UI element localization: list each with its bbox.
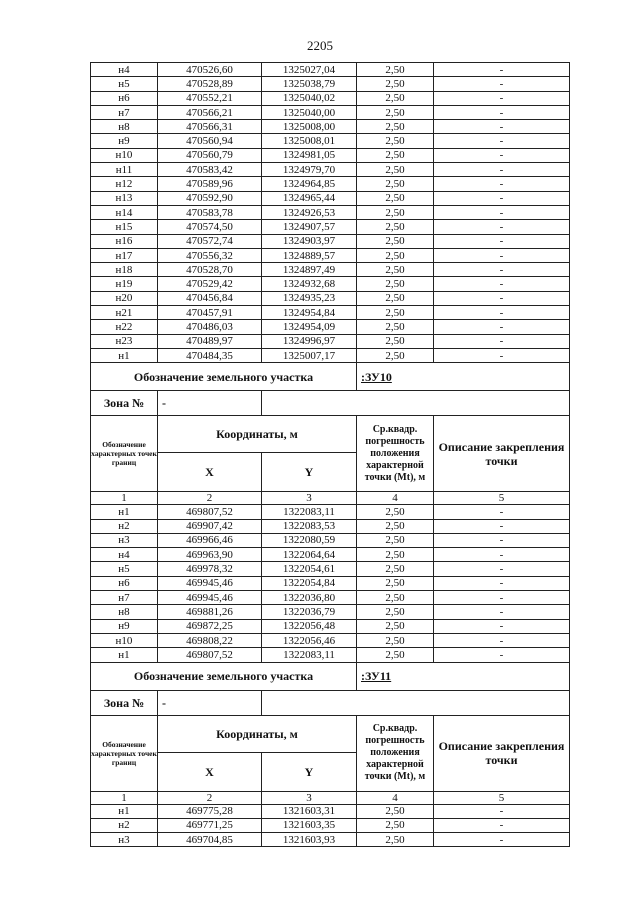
point-id-cell: н21: [91, 306, 158, 320]
accuracy-cell: 2,50: [357, 248, 434, 262]
y-coordinate-cell: 1324907,57: [262, 220, 357, 234]
point-id-cell: н14: [91, 205, 158, 219]
y-coordinate-cell: 1324965,44: [262, 191, 357, 205]
table-row: [91, 548, 570, 562]
point-id-cell: н6: [91, 91, 158, 105]
point-id-cell: н4: [91, 63, 158, 77]
point-id-cell: н23: [91, 334, 158, 348]
zone-blank: [262, 690, 570, 715]
x-coordinate-cell: 469807,52: [158, 648, 262, 662]
x-coordinate-cell: 469945,46: [158, 591, 262, 605]
y-coordinate-cell: 1322056,48: [262, 619, 357, 633]
description-header: Описание закрепления точки: [434, 715, 570, 791]
description-cell: -: [434, 248, 570, 262]
accuracy-cell: 2,50: [357, 177, 434, 191]
y-coordinate-cell: 1322083,11: [262, 648, 357, 662]
x-coordinate-cell: 469775,28: [158, 804, 262, 818]
table-row: [91, 334, 570, 348]
description-cell: -: [434, 320, 570, 334]
column-number: 1: [91, 791, 158, 804]
x-coordinate-cell: 470552,21: [158, 91, 262, 105]
description-cell: -: [434, 505, 570, 519]
description-cell: -: [434, 277, 570, 291]
column-number-row: [91, 791, 570, 804]
description-cell: -: [434, 648, 570, 662]
accuracy-cell: 2,50: [357, 648, 434, 662]
accuracy-cell: 2,50: [357, 91, 434, 105]
description-cell: -: [434, 576, 570, 590]
table-row: [91, 591, 570, 605]
y-coordinate-cell: 1322054,84: [262, 576, 357, 590]
parcel-code: :ЗУ10: [357, 363, 570, 391]
description-cell: -: [434, 619, 570, 633]
description-cell: -: [434, 562, 570, 576]
table-row: [91, 105, 570, 119]
x-coordinate-cell: 470528,89: [158, 77, 262, 91]
table-row: [91, 306, 570, 320]
point-id-cell: н10: [91, 148, 158, 162]
x-coordinate-cell: 469872,25: [158, 619, 262, 633]
accuracy-cell: 2,50: [357, 77, 434, 91]
x-coordinate-cell: 469771,25: [158, 818, 262, 832]
y-coordinate-cell: 1324897,49: [262, 263, 357, 277]
point-id-cell: н8: [91, 605, 158, 619]
accuracy-cell: 2,50: [357, 63, 434, 77]
accuracy-cell: 2,50: [357, 548, 434, 562]
zone-value: -: [158, 391, 262, 416]
x-coordinate-cell: 470486,03: [158, 320, 262, 334]
accuracy-cell: 2,50: [357, 619, 434, 633]
table-row: [91, 263, 570, 277]
x-coordinate-cell: 470566,21: [158, 105, 262, 119]
table-row: [91, 519, 570, 533]
description-cell: -: [434, 105, 570, 119]
accuracy-cell: 2,50: [357, 205, 434, 219]
table-row: [91, 320, 570, 334]
table-row: [91, 562, 570, 576]
table-row: [91, 605, 570, 619]
x-coordinate-cell: 470560,94: [158, 134, 262, 148]
table-row: [91, 234, 570, 248]
x-coordinate-cell: 469881,26: [158, 605, 262, 619]
description-cell: -: [434, 818, 570, 832]
table-row: [91, 120, 570, 134]
x-coordinate-cell: 469907,42: [158, 519, 262, 533]
point-id-cell: н10: [91, 633, 158, 647]
accuracy-cell: 2,50: [357, 334, 434, 348]
column-number: 4: [357, 791, 434, 804]
description-cell: -: [434, 205, 570, 219]
x-coordinate-cell: 470457,91: [158, 306, 262, 320]
accuracy-cell: 2,50: [357, 306, 434, 320]
description-cell: -: [434, 77, 570, 91]
point-id-cell: н5: [91, 77, 158, 91]
zone-label: Зона №: [91, 690, 158, 715]
x-coordinate-cell: 470572,74: [158, 234, 262, 248]
accuracy-cell: 2,50: [357, 576, 434, 590]
table-row: [91, 177, 570, 191]
y-coordinate-cell: 1322083,11: [262, 505, 357, 519]
y-coordinate-cell: 1325040,02: [262, 91, 357, 105]
point-id-cell: н1: [91, 804, 158, 818]
column-number: 3: [262, 492, 357, 505]
description-cell: -: [434, 833, 570, 847]
y-header: Y: [262, 752, 357, 791]
column-number: 2: [158, 791, 262, 804]
accuracy-cell: 2,50: [357, 148, 434, 162]
table-row: [91, 648, 570, 662]
x-coordinate-cell: 469978,32: [158, 562, 262, 576]
point-id-cell: н20: [91, 291, 158, 305]
accuracy-cell: 2,50: [357, 120, 434, 134]
point-id-cell: н5: [91, 562, 158, 576]
x-coordinate-cell: 470583,42: [158, 163, 262, 177]
x-coordinate-cell: 469704,85: [158, 833, 262, 847]
y-coordinate-cell: 1324964,85: [262, 177, 357, 191]
point-id-cell: н2: [91, 519, 158, 533]
y-coordinate-cell: 1322083,53: [262, 519, 357, 533]
description-cell: -: [434, 804, 570, 818]
y-coordinate-cell: 1322036,80: [262, 591, 357, 605]
table-row: [91, 248, 570, 262]
description-header: Описание закрепления точки: [434, 416, 570, 492]
table-row: [91, 505, 570, 519]
x-coordinate-cell: 470529,42: [158, 277, 262, 291]
description-cell: -: [434, 291, 570, 305]
zone-row: [91, 690, 570, 715]
accuracy-cell: 2,50: [357, 562, 434, 576]
x-coordinate-cell: 469807,52: [158, 505, 262, 519]
table-row: [91, 619, 570, 633]
x-coordinate-cell: 470456,84: [158, 291, 262, 305]
description-cell: -: [434, 533, 570, 547]
point-id-cell: н1: [91, 648, 158, 662]
y-coordinate-cell: 1322056,46: [262, 633, 357, 647]
accuracy-cell: 2,50: [357, 348, 434, 362]
table-row: [91, 220, 570, 234]
column-number: 1: [91, 492, 158, 505]
y-coordinate-cell: 1325008,00: [262, 120, 357, 134]
y-coordinate-cell: 1324996,97: [262, 334, 357, 348]
y-coordinate-cell: 1324932,68: [262, 277, 357, 291]
point-id-cell: н7: [91, 591, 158, 605]
point-id-cell: н3: [91, 533, 158, 547]
x-coordinate-cell: 470574,50: [158, 220, 262, 234]
point-id-cell: н1: [91, 348, 158, 362]
point-id-cell: н18: [91, 263, 158, 277]
y-coordinate-cell: 1321603,35: [262, 818, 357, 832]
parcel-label: Обозначение земельного участка: [91, 662, 357, 690]
accuracy-cell: 2,50: [357, 134, 434, 148]
column-number: 5: [434, 791, 570, 804]
point-id-cell: н17: [91, 248, 158, 262]
description-cell: -: [434, 63, 570, 77]
y-coordinate-cell: 1325027,04: [262, 63, 357, 77]
description-cell: -: [434, 334, 570, 348]
column-number-row: [91, 492, 570, 505]
accuracy-cell: 2,50: [357, 220, 434, 234]
accuracy-cell: 2,50: [357, 818, 434, 832]
column-number: 5: [434, 492, 570, 505]
point-id-cell: н12: [91, 177, 158, 191]
x-coordinate-cell: 469808,22: [158, 633, 262, 647]
parcel-title-row: [91, 662, 570, 690]
column-number: 2: [158, 492, 262, 505]
column-header-row: [91, 715, 570, 752]
description-cell: -: [434, 348, 570, 362]
point-id-cell: н9: [91, 134, 158, 148]
description-cell: -: [434, 134, 570, 148]
x-coordinate-cell: 470589,96: [158, 177, 262, 191]
y-coordinate-cell: 1321603,93: [262, 833, 357, 847]
point-id-cell: н8: [91, 120, 158, 134]
point-id-cell: н11: [91, 163, 158, 177]
table-row: [91, 633, 570, 647]
accuracy-cell: 2,50: [357, 804, 434, 818]
accuracy-header: Ср.квадр. погрешность положения характерной точки (Mt), м: [357, 416, 434, 492]
y-coordinate-cell: 1324954,84: [262, 306, 357, 320]
table-row: [91, 205, 570, 219]
y-coordinate-cell: 1322064,64: [262, 548, 357, 562]
x-header: X: [158, 453, 262, 492]
accuracy-cell: 2,50: [357, 591, 434, 605]
accuracy-cell: 2,50: [357, 605, 434, 619]
accuracy-cell: 2,50: [357, 163, 434, 177]
description-cell: -: [434, 633, 570, 647]
point-id-cell: н4: [91, 548, 158, 562]
point-id-cell: н13: [91, 191, 158, 205]
zone-label: Зона №: [91, 391, 158, 416]
y-coordinate-cell: 1322054,61: [262, 562, 357, 576]
y-coordinate-cell: 1324935,23: [262, 291, 357, 305]
x-coordinate-cell: 470484,35: [158, 348, 262, 362]
y-coordinate-cell: 1325038,79: [262, 77, 357, 91]
accuracy-cell: 2,50: [357, 105, 434, 119]
page-number: 2205: [307, 38, 333, 53]
x-coordinate-cell: 470592,90: [158, 191, 262, 205]
x-coordinate-cell: 470489,97: [158, 334, 262, 348]
y-coordinate-cell: 1325008,01: [262, 134, 357, 148]
description-cell: -: [434, 177, 570, 191]
point-id-cell: н7: [91, 105, 158, 119]
y-coordinate-cell: 1322080,59: [262, 533, 357, 547]
description-cell: -: [434, 263, 570, 277]
column-number: 3: [262, 791, 357, 804]
points-header: Обозначение характерных точек границ: [91, 715, 158, 791]
description-cell: -: [434, 148, 570, 162]
accuracy-cell: 2,50: [357, 833, 434, 847]
accuracy-cell: 2,50: [357, 277, 434, 291]
y-coordinate-cell: 1325007,17: [262, 348, 357, 362]
table-row: [91, 163, 570, 177]
table-row: [91, 348, 570, 362]
description-cell: -: [434, 605, 570, 619]
coordinates-header: Координаты, м: [158, 416, 357, 453]
table-row: [91, 77, 570, 91]
accuracy-cell: 2,50: [357, 519, 434, 533]
description-cell: -: [434, 234, 570, 248]
table-row: [91, 134, 570, 148]
description-cell: -: [434, 163, 570, 177]
description-cell: -: [434, 120, 570, 134]
parcel-label: Обозначение земельного участка: [91, 363, 357, 391]
table-row: [91, 576, 570, 590]
accuracy-cell: 2,50: [357, 633, 434, 647]
point-id-cell: н15: [91, 220, 158, 234]
accuracy-cell: 2,50: [357, 533, 434, 547]
zone-value: -: [158, 690, 262, 715]
x-coordinate-cell: 469945,46: [158, 576, 262, 590]
description-cell: -: [434, 306, 570, 320]
accuracy-cell: 2,50: [357, 291, 434, 305]
table-row: [91, 818, 570, 832]
point-id-cell: н22: [91, 320, 158, 334]
point-id-cell: н9: [91, 619, 158, 633]
description-cell: -: [434, 220, 570, 234]
parcel-title-row: [91, 363, 570, 391]
accuracy-cell: 2,50: [357, 191, 434, 205]
zone-row: [91, 391, 570, 416]
table-row: [91, 191, 570, 205]
y-coordinate-cell: 1324903,97: [262, 234, 357, 248]
table-row: [91, 804, 570, 818]
accuracy-cell: 2,50: [357, 320, 434, 334]
table-row: [91, 277, 570, 291]
x-coordinate-cell: 470556,32: [158, 248, 262, 262]
accuracy-cell: 2,50: [357, 263, 434, 277]
column-number: 4: [357, 492, 434, 505]
accuracy-header: Ср.квадр. погрешность положения характерной точки (Mt), м: [357, 715, 434, 791]
x-coordinate-cell: 469966,46: [158, 533, 262, 547]
point-id-cell: н3: [91, 833, 158, 847]
y-coordinate-cell: 1324926,53: [262, 205, 357, 219]
y-header: Y: [262, 453, 357, 492]
description-cell: -: [434, 91, 570, 105]
coordinates-table: [90, 62, 570, 847]
x-coordinate-cell: 469963,90: [158, 548, 262, 562]
y-coordinate-cell: 1324889,57: [262, 248, 357, 262]
points-header: Обозначение характерных точек границ: [91, 416, 158, 492]
y-coordinate-cell: 1322036,79: [262, 605, 357, 619]
y-coordinate-cell: 1324981,05: [262, 148, 357, 162]
table-row: [91, 291, 570, 305]
zone-blank: [262, 391, 570, 416]
point-id-cell: н16: [91, 234, 158, 248]
accuracy-cell: 2,50: [357, 234, 434, 248]
point-id-cell: н6: [91, 576, 158, 590]
description-cell: -: [434, 519, 570, 533]
table-row: [91, 148, 570, 162]
column-header-row: [91, 416, 570, 453]
point-id-cell: н2: [91, 818, 158, 832]
y-coordinate-cell: 1325040,00: [262, 105, 357, 119]
table-row: [91, 91, 570, 105]
description-cell: -: [434, 591, 570, 605]
coordinates-header: Координаты, м: [158, 715, 357, 752]
parcel-code: :ЗУ11: [357, 662, 570, 690]
x-coordinate-cell: 470566,31: [158, 120, 262, 134]
y-coordinate-cell: 1324954,09: [262, 320, 357, 334]
description-cell: -: [434, 548, 570, 562]
point-id-cell: н19: [91, 277, 158, 291]
x-coordinate-cell: 470526,60: [158, 63, 262, 77]
x-coordinate-cell: 470528,70: [158, 263, 262, 277]
table-row: [91, 533, 570, 547]
y-coordinate-cell: 1321603,31: [262, 804, 357, 818]
point-id-cell: н1: [91, 505, 158, 519]
accuracy-cell: 2,50: [357, 505, 434, 519]
x-coordinate-cell: 470560,79: [158, 148, 262, 162]
table-row: [91, 63, 570, 77]
description-cell: -: [434, 191, 570, 205]
table-row: [91, 833, 570, 847]
y-coordinate-cell: 1324979,70: [262, 163, 357, 177]
x-header: X: [158, 752, 262, 791]
x-coordinate-cell: 470583,78: [158, 205, 262, 219]
